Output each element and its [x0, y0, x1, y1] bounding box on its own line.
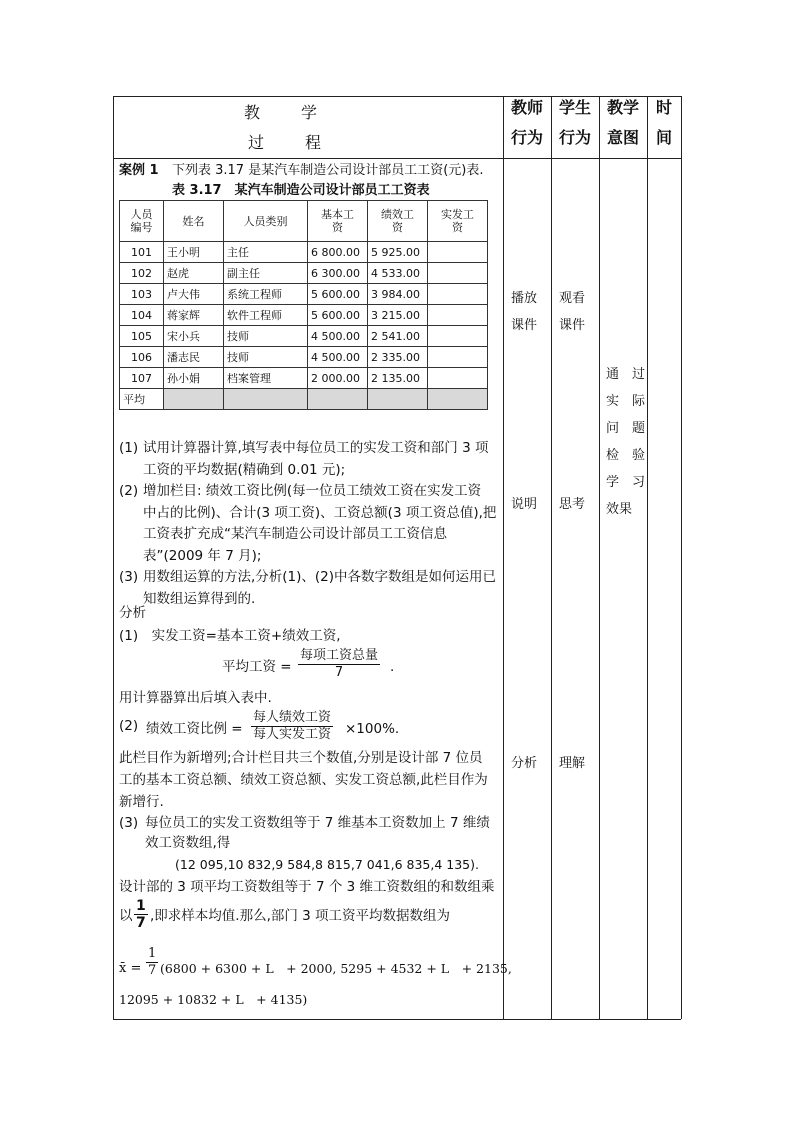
intent-line: 检 验: [606, 448, 646, 463]
table-cell: 107: [120, 368, 164, 389]
header-teacher-l1: 教师: [510, 98, 543, 117]
question-line: 工资的平均数据(精确到 0.01 元);: [143, 461, 346, 478]
question-line: 表”(2009 年 7 月);: [143, 547, 262, 564]
ratio-tail: ×100%.: [345, 721, 400, 737]
table-header-cell: 实发工 资: [428, 201, 488, 242]
table-header-cell: 人员 编号: [120, 201, 164, 242]
average-cell: [368, 389, 428, 410]
table-row: [120, 347, 488, 368]
one-seventh-den: 7: [136, 915, 146, 931]
question-line: 中占的比例)、合计(3 项工资)、工资总额(3 项工资总值),把: [143, 504, 497, 521]
border-col2: [551, 96, 552, 1019]
header-student: [551, 98, 599, 148]
question-line: 试用计算器计算,填写表中每位员工的实发工资和部门 3 项: [143, 440, 489, 456]
formula-line1: (6800 + 6300 + L + 2000, 5295 + 4532 + L + 2135,: [160, 961, 512, 976]
table-cell: 4 500.00: [308, 347, 368, 368]
analysis-1-end: 用计算器算出后填入表中.: [119, 690, 272, 706]
table-cell: 5 600.00: [308, 284, 368, 305]
header-teacher-l2: 行为: [510, 128, 543, 147]
avg-denominator: 7: [334, 665, 344, 680]
table-cell: 6 800.00: [308, 242, 368, 263]
ratio-denominator: 每人实发工资: [253, 727, 332, 742]
table-cell: 系统工程师: [224, 284, 308, 305]
table-cell: 软件工程师: [224, 305, 308, 326]
avg-numerator: 每项工资总量: [300, 648, 379, 663]
table-cell: 技师: [224, 347, 308, 368]
student-courseware: 课件: [559, 318, 586, 333]
table-cell: 3 215.00: [368, 305, 428, 326]
intent-line: 学 习: [606, 475, 646, 490]
table-bottom-border: [113, 1019, 681, 1020]
one-seventh-num: 1: [136, 898, 146, 914]
question-number: (1): [119, 440, 139, 456]
table-cell: 105: [120, 326, 164, 347]
table-header-row: [120, 201, 488, 242]
question-number: (3): [119, 569, 139, 585]
paragraph-line: 此栏目作为新增列;合计栏目共三个数值,分别是设计部 7 位员: [119, 750, 483, 766]
table-cell: 技师: [224, 326, 308, 347]
table-cell: 潘志民: [164, 347, 224, 368]
header-time-l2: 间: [655, 128, 672, 147]
table-cell: 王小明: [164, 242, 224, 263]
table-header-cell: 绩效工 资: [368, 201, 428, 242]
average-cell: [164, 389, 224, 410]
table-cell: 赵虎: [164, 263, 224, 284]
teacher-analyze: 分析: [511, 756, 538, 771]
mean-fraction-num: 1: [148, 946, 157, 961]
table-title: 表 3.17 某汽车制造公司设计部员工工资表: [172, 183, 430, 198]
salary-vector: (12 095,10 832,9 584,8 815,7 041,6 835,4 135).: [175, 857, 479, 872]
student-understand: 理解: [559, 756, 586, 771]
teacher-courseware: 课件: [511, 318, 538, 333]
teaching-intent: [606, 361, 645, 523]
table-row: [120, 326, 488, 347]
student-watch: 观看: [559, 291, 586, 306]
table-header-cell: 基本工 资: [308, 201, 368, 242]
intent-line: 通 过: [606, 367, 646, 382]
table-cell: 5 600.00: [308, 305, 368, 326]
table-header-cell: 人员类别: [224, 201, 308, 242]
table-row: [120, 284, 488, 305]
table-cell: 2 135.00: [368, 368, 428, 389]
table-cell: 102: [120, 263, 164, 284]
table-cell: 2 541.00: [368, 326, 428, 347]
header-teacher: [503, 98, 551, 148]
teacher-explain: 说明: [511, 497, 538, 512]
teacher-action-1: [511, 285, 537, 339]
student-think: 思考: [559, 497, 586, 512]
table-row: [120, 305, 488, 326]
header-process-line2: 过 程: [248, 133, 325, 152]
table-cell: 宋小兵: [164, 326, 224, 347]
header-intent: [599, 98, 647, 148]
border-col1: [503, 96, 504, 1019]
case-label: 案例 1: [119, 163, 159, 178]
analysis-3-line: 效工资数组,得: [145, 835, 231, 851]
table-cell: 2 000.00: [308, 368, 368, 389]
border-right: [681, 96, 682, 1019]
table-cell: 104: [120, 305, 164, 326]
salary-table: [119, 200, 488, 410]
table-row: [120, 368, 488, 389]
question-line: 知数组运算得到的.: [143, 590, 256, 607]
case-intro: 下列表 3.17 是某汽车制造公司设计部员工工资(元)表.: [172, 163, 484, 178]
header-student-l1: 学生: [558, 98, 591, 117]
header-bottom-border: [113, 158, 681, 159]
average-cell: [224, 389, 308, 410]
table-cell: 4 533.00: [368, 263, 428, 284]
analysis-paragraph-3: 设计部的 3 项平均工资数组等于 7 个 3 维工资数组的和数组乘: [119, 879, 495, 895]
table-average-row: [120, 389, 488, 410]
mean-symbol: x̄ =: [119, 961, 142, 976]
question-line: 用数组运算的方法,分析(1)、(2)中各数字数组是如何运用已: [143, 569, 497, 585]
analysis-title: 分析: [119, 605, 146, 621]
table-cell: 4 500.00: [308, 326, 368, 347]
one-seventh-fraction: [134, 898, 148, 931]
table-cell: 101: [120, 242, 164, 263]
table-cell: 档案管理: [224, 368, 308, 389]
intent-line: 问 题: [606, 421, 646, 436]
average-cell: [308, 389, 368, 410]
analysis-1: (1) 实发工资=基本工资+绩效工资,: [119, 628, 341, 644]
ratio-lhs: 绩效工资比例 =: [146, 721, 243, 737]
question-number: (2): [119, 483, 139, 499]
mean-fraction: [146, 946, 158, 979]
intent-line: 实 际: [606, 394, 646, 409]
teacher-play: 播放: [511, 291, 538, 306]
paragraph-3b-post: ,即求样本均值.那么,部门 3 项工资平均数据数组为: [150, 908, 451, 924]
header-intent-l2: 意图: [606, 128, 639, 147]
table-top-border: [113, 96, 681, 97]
table-cell: 副主任: [224, 263, 308, 284]
table-cell: 孙小娟: [164, 368, 224, 389]
border-left: [113, 96, 114, 1019]
table-cell: [428, 263, 488, 284]
table-cell: 3 984.00: [368, 284, 428, 305]
paragraph-line: 新增行.: [119, 794, 164, 810]
analysis-3-num: (3): [119, 815, 139, 831]
paragraph-line: 工的基本工资总额、绩效工资总额、实发工资总额,此栏目作为: [119, 772, 488, 788]
average-cell: [428, 389, 488, 410]
table-cell: 106: [120, 347, 164, 368]
border-col3: [599, 96, 600, 1019]
table-cell: 卢大伟: [164, 284, 224, 305]
ratio-numerator: 每人绩效工资: [253, 710, 332, 725]
avg-fraction: [298, 648, 380, 681]
question-line: 增加栏目: 绩效工资比例(每一位员工绩效工资在实发工资: [143, 483, 482, 499]
paragraph-3b-pre: 以: [119, 908, 133, 924]
table-header-cell: 姓名: [164, 201, 224, 242]
table-row: [120, 242, 488, 263]
table-cell: 6 300.00: [308, 263, 368, 284]
avg-lhs: 平均工资 =: [222, 659, 292, 675]
table-cell: [428, 347, 488, 368]
table-cell: 主任: [224, 242, 308, 263]
analysis-3-line: 每位员工的实发工资数组等于 7 维基本工资数加上 7 维绩: [145, 815, 490, 831]
mean-fraction-den: 7: [148, 963, 157, 978]
table-cell: 103: [120, 284, 164, 305]
table-cell: 2 335.00: [368, 347, 428, 368]
table-cell: 蒋家辉: [164, 305, 224, 326]
table-cell: [428, 242, 488, 263]
header-student-l2: 行为: [558, 128, 591, 147]
table-cell: [428, 326, 488, 347]
intent-line: 效果: [606, 502, 633, 517]
average-label: 平均: [120, 389, 164, 410]
question-line: 工资表扩充成“某汽车制造公司设计部员工工资信息: [143, 526, 447, 542]
border-col4: [647, 96, 648, 1019]
table-cell: 5 925.00: [368, 242, 428, 263]
header-intent-l1: 教学: [606, 98, 639, 117]
header-process-line1: 教 学: [244, 103, 321, 122]
table-row: [120, 263, 488, 284]
header-time: [647, 98, 681, 148]
header-time-l1: 时: [655, 98, 672, 117]
table-cell: [428, 284, 488, 305]
formula-line2: 12095 + 10832 + L + 4135): [119, 992, 308, 1007]
table-cell: [428, 368, 488, 389]
ratio-fraction: [251, 710, 333, 743]
table-cell: [428, 305, 488, 326]
analysis-2-num: (2): [119, 718, 139, 734]
student-action-1: [559, 285, 585, 339]
avg-period: .: [390, 659, 395, 675]
